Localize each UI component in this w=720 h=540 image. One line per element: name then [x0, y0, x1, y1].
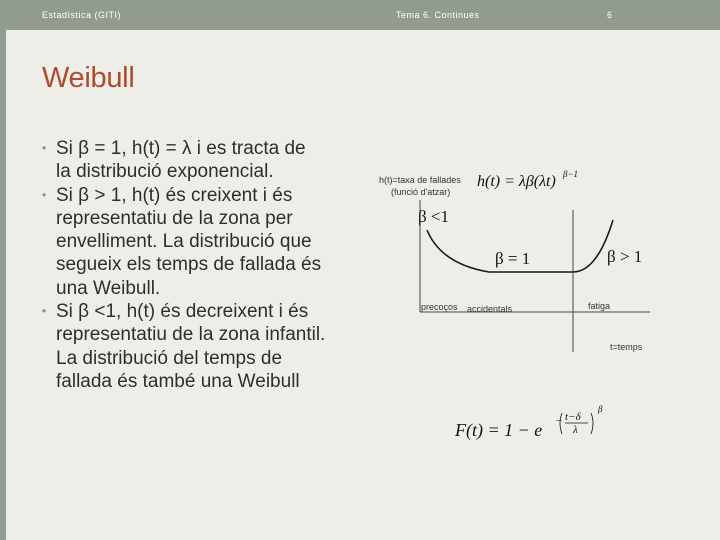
- bullet-line: fallada és també una Weibull: [56, 370, 300, 392]
- hazard-formula: h(t) = λβ(λt): [477, 173, 556, 190]
- bullet-item: [42, 300, 382, 393]
- random-failure-zone-label: accidentals: [467, 304, 513, 314]
- bullet-line: segueix els temps de fallada és: [56, 254, 322, 276]
- course-name: Estadística (GITI): [42, 10, 122, 20]
- bathtub-curve-figure: [365, 160, 665, 360]
- bullet-dot-icon: •: [42, 141, 47, 155]
- page-number: 6: [607, 10, 613, 20]
- bullet-line: representatiu de la zona infantil.: [56, 324, 326, 346]
- bullet-line: Si β <1, h(t) és decreixent i és: [56, 301, 309, 323]
- cdf-formula-base: F(t) = 1 − e: [455, 420, 543, 440]
- cdf-exponent-sign: −: [556, 415, 563, 427]
- beta-equal-one-label: β = 1: [495, 249, 531, 268]
- bullet-item: [42, 137, 382, 184]
- bullet-dot-icon: •: [42, 304, 47, 319]
- slide-title: Weibull: [42, 62, 135, 94]
- y-axis-label-line1: h(t)=taxa de fallades: [379, 175, 461, 185]
- hazard-formula-exponent: β−1: [563, 169, 579, 179]
- early-failure-zone-label: precoços: [421, 302, 458, 312]
- bullet-line: envelliment. La distribució que: [56, 231, 312, 253]
- cdf-exponent-power: β: [598, 404, 603, 414]
- wear-out-zone-label: fatiga: [588, 301, 611, 311]
- left-accent-strip: [0, 30, 6, 540]
- bullet-line: La distribució del temps de: [56, 347, 283, 369]
- weibull-cdf-formula: [452, 398, 652, 448]
- bullet-line: Si β = 1, h(t) = λ i es tracta de: [56, 138, 306, 159]
- topic-name: Tema 6. Continues: [396, 10, 480, 20]
- x-axis-label: t=temps: [610, 342, 643, 352]
- bullet-item: [42, 184, 382, 300]
- bullet-line: Si β > 1, h(t) és creixent i és: [56, 184, 293, 206]
- cdf-right-paren: [591, 413, 593, 434]
- bullet-line: la distribució exponencial.: [56, 161, 274, 183]
- bullet-dot-icon: •: [42, 187, 47, 202]
- bullet-line: representatiu de la zona per: [56, 207, 293, 229]
- beta-less-than-one-label: β <1: [418, 207, 449, 226]
- beta-greater-than-one-label: β > 1: [607, 247, 643, 266]
- bullet-list: [42, 137, 382, 393]
- cdf-exponent-numerator: t−δ: [565, 411, 581, 423]
- y-axis-label-line2: (funció d'atzar): [391, 187, 451, 197]
- bullet-line: una Weibull.: [56, 277, 161, 299]
- cdf-exponent-denominator: λ: [573, 424, 578, 436]
